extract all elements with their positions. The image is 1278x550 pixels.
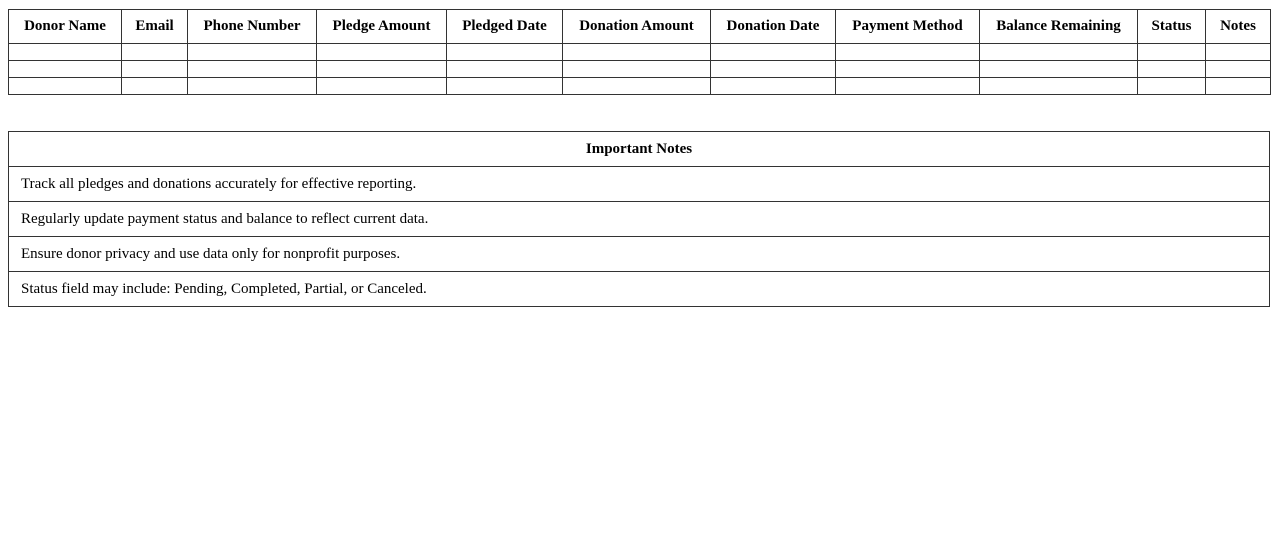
table-row: [9, 44, 1271, 61]
table-cell[interactable]: [711, 61, 836, 78]
table-cell[interactable]: [563, 61, 711, 78]
table-cell[interactable]: [711, 44, 836, 61]
note-item: Track all pledges and donations accurately for effective reporting.: [9, 167, 1270, 202]
table-cell[interactable]: [122, 61, 188, 78]
table-cell[interactable]: [980, 44, 1138, 61]
notes-title: Important Notes: [9, 132, 1270, 167]
table-cell[interactable]: [563, 78, 711, 95]
important-notes-table: [8, 131, 1270, 307]
table-cell[interactable]: [9, 44, 122, 61]
column-header: Pledged Date: [447, 10, 563, 44]
table-cell[interactable]: [836, 61, 980, 78]
table-cell[interactable]: [563, 44, 711, 61]
column-header: Phone Number: [188, 10, 317, 44]
table-cell[interactable]: [122, 78, 188, 95]
note-item: Status field may include: Pending, Completed, Partial, or Canceled.: [9, 272, 1270, 307]
table-cell[interactable]: [836, 78, 980, 95]
column-header: Email: [122, 10, 188, 44]
table-cell[interactable]: [447, 44, 563, 61]
column-header: Notes: [1206, 10, 1271, 44]
table-cell[interactable]: [188, 61, 317, 78]
table-row: [9, 78, 1271, 95]
table-cell[interactable]: [317, 61, 447, 78]
table-cell[interactable]: [188, 78, 317, 95]
note-item: Regularly update payment status and balance to reflect current data.: [9, 202, 1270, 237]
column-header: Payment Method: [836, 10, 980, 44]
table-cell[interactable]: [836, 44, 980, 61]
table-cell[interactable]: [188, 44, 317, 61]
table-cell[interactable]: [1206, 61, 1271, 78]
table-cell[interactable]: [1206, 78, 1271, 95]
table-cell[interactable]: [9, 78, 122, 95]
table-row: [9, 61, 1271, 78]
column-header: Status: [1138, 10, 1206, 44]
table-cell[interactable]: [980, 61, 1138, 78]
table-cell[interactable]: [1138, 61, 1206, 78]
table-cell[interactable]: [447, 61, 563, 78]
donor-tracker-table: [8, 9, 1271, 95]
column-header: Donation Date: [711, 10, 836, 44]
table-cell[interactable]: [1138, 44, 1206, 61]
header-row: [9, 10, 1271, 44]
table-cell[interactable]: [122, 44, 188, 61]
table-cell[interactable]: [447, 78, 563, 95]
column-header: Donor Name: [9, 10, 122, 44]
table-cell[interactable]: [711, 78, 836, 95]
table-cell[interactable]: [980, 78, 1138, 95]
table-cell[interactable]: [1206, 44, 1271, 61]
note-item: Ensure donor privacy and use data only for nonprofit purposes.: [9, 237, 1270, 272]
table-cell[interactable]: [317, 78, 447, 95]
column-header: Donation Amount: [563, 10, 711, 44]
column-header: Pledge Amount: [317, 10, 447, 44]
table-cell[interactable]: [317, 44, 447, 61]
table-cell[interactable]: [9, 61, 122, 78]
table-cell[interactable]: [1138, 78, 1206, 95]
column-header: Balance Remaining: [980, 10, 1138, 44]
